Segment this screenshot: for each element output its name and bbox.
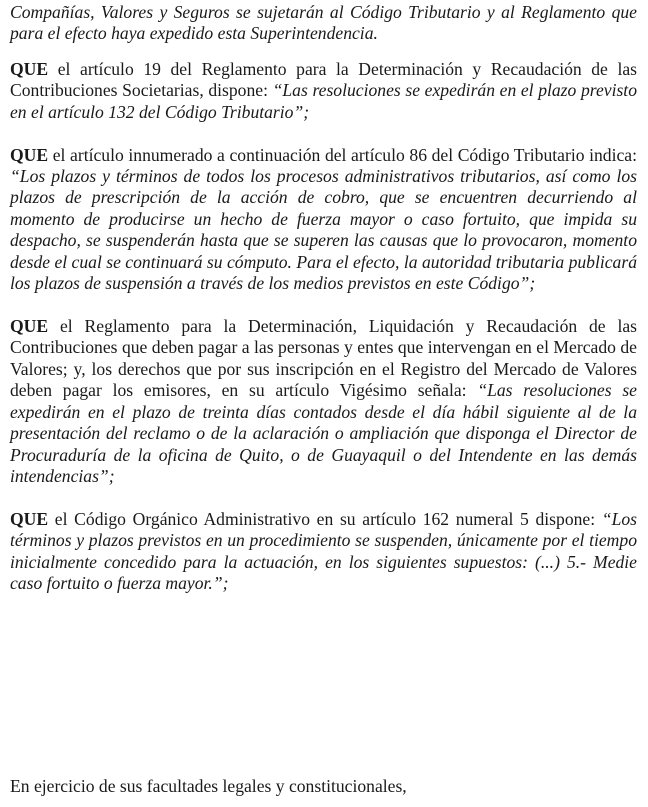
paragraph-que-article-86: [10, 145, 637, 295]
paragraph-text: el artículo 19 del Reglamento para la Determinación y Recaudación de las Contribuciones Societarias, dispone:: [10, 58, 637, 101]
paragraph-text: el Reglamento para la Determinación, Liquidación y Recaudación de las Contribuciones que deben pagar a las personas y entes que intervengan en el Mercado de Valores; y, los derechos que por sus inscripción en el Registro del Mercado de Valores deben pagar los emisores, en su artículo Vigésimo señala:: [10, 316, 637, 401]
document-body: [10, 2, 637, 616]
quoted-text: “Las resoluciones se expedirán en el plazo de treinta días contados desde el día hábil siguiente al de la presentación del reclamo o de la aclaración o ampliación que disponga el Director de Procuraduría de la oficina de Quito, o de Guayaquil o del Intendente en las demás intendencias”;: [10, 380, 637, 486]
paragraph-que-reglamento-mercado-valores: [10, 316, 637, 487]
que-keyword: QUE: [10, 58, 49, 79]
quoted-text: “Las resoluciones se expedirán en el plazo previsto en el artículo 132 del Código Tributario”;: [10, 80, 637, 122]
que-keyword: QUE: [10, 508, 49, 529]
paragraph-text: el Código Orgánico Administrativo en su artículo 162 numeral 5 dispone:: [48, 508, 602, 529]
que-keyword: QUE: [10, 144, 49, 165]
que-keyword: QUE: [10, 316, 49, 337]
closing-statement: En ejercicio de sus facultades legales y constitucionales,: [10, 776, 407, 796]
quoted-text: Compañías, Valores y Seguros se sujetarán al Código Tributario y al Reglamento que para el efecto haya expedido esta Superintendencia.: [10, 2, 637, 44]
quoted-text: “Los términos y plazos previstos en un procedimiento se suspenden, únicamente por el tiempo inicialmente concedido para la actuación, en los siguientes supuestos: (...) 5.- Medie caso fortuito o fuerza mayor.”;: [10, 508, 637, 594]
paragraph-text: el artículo innumerado a continuación del artículo 86 del Código Tributario indica:: [48, 144, 637, 165]
paragraph-continuation: [10, 2, 637, 45]
paragraph-que-article-19: [10, 59, 637, 123]
quoted-text: “Los plazos y términos de todos los procesos administrativos tributarios, así como los plazos de prescripción de la acción de cobro, que se encuentren decurriendo al momento de producirse un hecho de fuerza mayor o caso fortuito, que impida su despacho, se suspenderán hasta que se superen las causas que lo provocaron, momento desde el cual se continuará su cómputo. Para el efecto, la autoridad tributaria publicará los plazos de suspensión a través de los medios previstos en este Código”;: [10, 166, 637, 294]
paragraph-que-codigo-organico: [10, 509, 637, 595]
